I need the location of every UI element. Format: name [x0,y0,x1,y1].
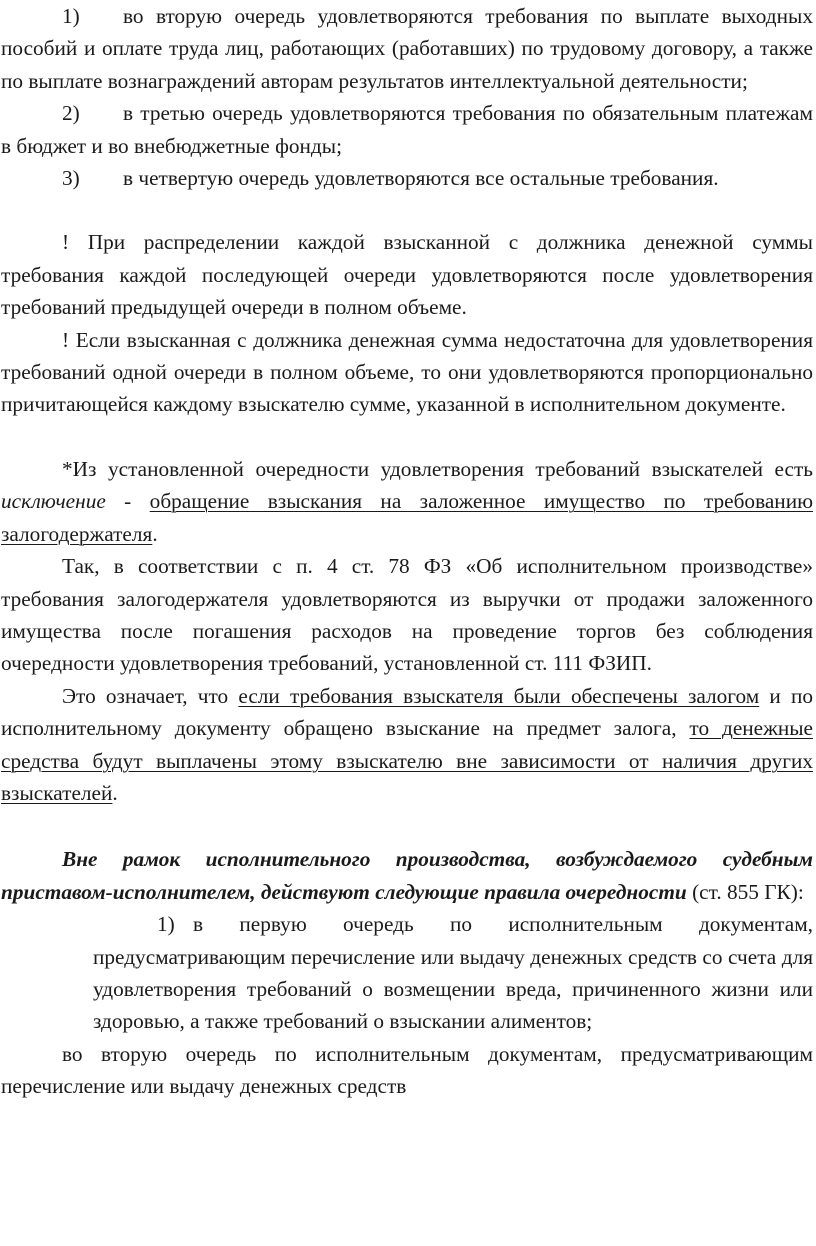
means-underlined-1: если требования взыскателя были обеспечены залогом [238,683,760,708]
list-item-text: во вторую очередь удовлетворяются требования по выплате выходных пособий и оплате труда лиц, работающих (работавших) по трудовому договору, а также по выплате вознаграждений авторам результатов интеллектуальной деятельности; [1,4,813,93]
list-item [1,0,813,97]
exception-end: . [152,521,158,546]
list-item-text: в четвертую очередь удовлетворяются все остальные требования. [123,166,719,191]
heading-bold-italic: Вне рамок исполнительного производства, возбуждаемого судебным приставом-исполнителем, действуют следующие правила очередности [1,847,813,904]
list-number: 2) [62,101,80,126]
heading-rest: (ст. 855 ГК): [686,879,804,904]
means-underlined-2: то денежные средства будут выплачены этому взыскателю вне зависимости от наличия других взыскателей [1,716,813,805]
list-item [1,97,813,162]
blank-line [1,194,813,226]
section-heading [1,843,813,908]
exception-paragraph [1,453,813,550]
means-lead: Это означает, что [62,683,239,708]
list-item [1,162,813,194]
list-item: во вторую очередь по исполнительным документам, предусматривающим перечисление или выдачу денежных средств [1,1041,813,1099]
list-item-text: в третью очередь удовлетворяются требования по обязательным платежам в бюджет и во внебюджетные фонды; [1,101,813,158]
list-item-text: в первую очередь по исполнительным документам, предусматривающим перечисление или выдачу денежных средств со счета для удовлетворения требований о возмещении вреда, причиненного жизни или здоровью, а также требований о взыскании алиментов; [93,912,813,1034]
exception-underlined: обращение взыскания на заложенное имущество по требованию залогодержателя [1,489,814,546]
note-paragraph: ! При распределении каждой взысканной с должника денежной суммы требования каждой последующей очереди удовлетворяются после удовлетворения требований предыдущей очереди в полном объеме. [1,230,813,320]
note-paragraph: ! Если взысканная с должника денежная сумма недостаточна для удовлетворения требований одной очереди в полном объеме, то они удовлетворяются пропорционально причитающейся каждому взыскателю сумме, указанной в исполнительном документе. [1,327,813,417]
list-number: 1) [62,4,80,28]
list-item [1,908,813,1038]
means-paragraph [1,680,813,810]
means-mid: и по исполнительному документу обращено взыскание на предмет залога, [1,683,814,741]
means-end: . [112,780,118,805]
list-number: 3) [62,166,80,191]
exception-lead: *Из установленной очередности удовлетворения требований взыскателей есть [62,456,813,481]
list-number: 1) [157,912,175,937]
exception-dash: - [105,489,150,514]
law-paragraph: Так, в соответствии с п. 4 ст. 78 ФЗ «Об исполнительном производстве» требования залогодержателя удовлетворяются из выручки от продажи заложенного имущества после погашения расходов на проведение торгов без соблюдения очередности удовлетворения требований, установленной ст. 111 ФЗИП. [1,554,813,676]
blank-line [1,421,813,453]
blank-line [1,809,813,843]
exception-italic: исключение [1,489,106,514]
